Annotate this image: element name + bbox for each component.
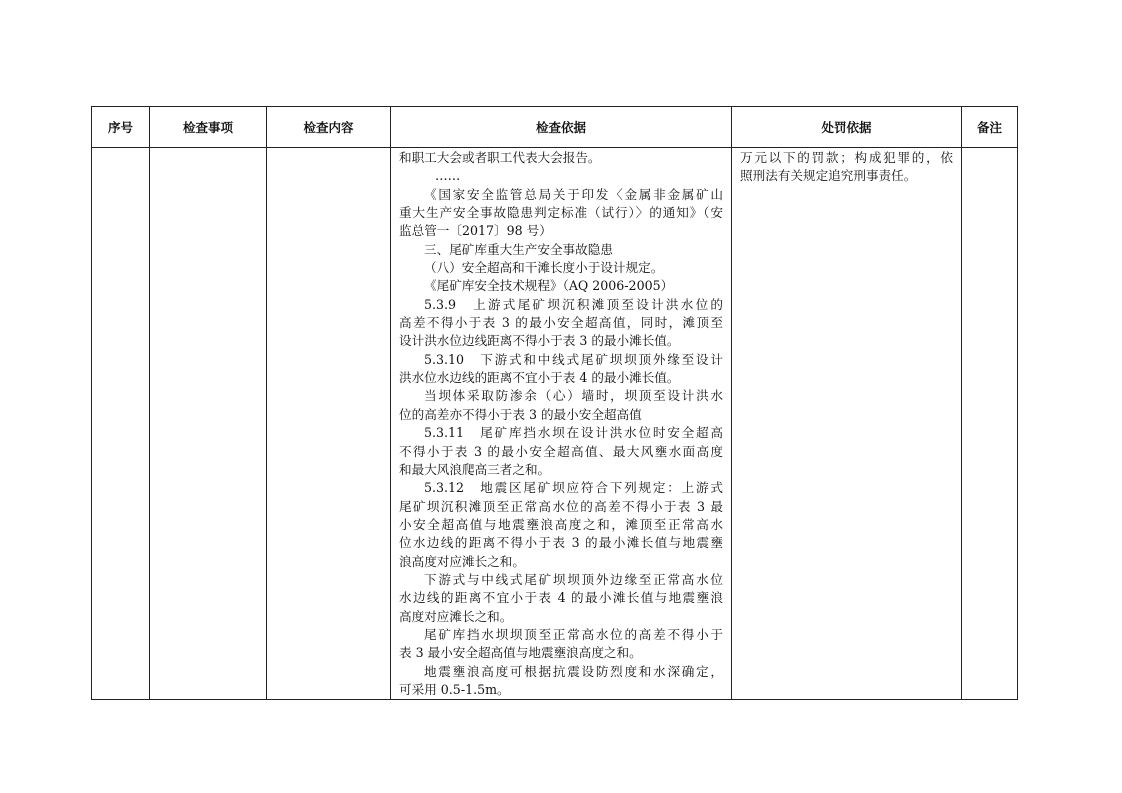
basis-text-line: 尾矿库挡水坝坝顶至正常高水位的高差不得小于 [424, 626, 723, 642]
basis-text-line: 和职工大会或者职工代表大会报告。 [399, 150, 601, 165]
basis-text-line: …… [435, 168, 461, 184]
basis-text-line: 位的高差亦不得小于表 3 的最小安全超高值 [399, 406, 642, 422]
cell-check-item [150, 148, 267, 700]
basis-text-line: 监总管一〔2017〕98 号） [399, 223, 552, 239]
basis-text-line: 不得小于表 3 的最小安全超高值、最大风壅水面高度 [399, 443, 723, 459]
cell-penalty-basis [732, 148, 962, 700]
basis-text-line: 位水边线的距离不得小于表 3 的最小滩长值与地震壅 [399, 535, 723, 551]
table-row [92, 148, 1018, 700]
basis-text-line: 当坝体采取防渗余（心）墙时，坝顶至设计洪水 [424, 388, 723, 404]
basis-text-line: 三、尾矿库重大生产安全事故隐患 [424, 241, 613, 257]
basis-text-line: （八）安全超高和干滩长度小于设计规定。 [424, 260, 664, 276]
penalty-text-line: 万元以下的罚款；构成犯罪的，依 [740, 150, 953, 165]
basis-text-line: 高度对应滩长之和。 [399, 608, 513, 624]
basis-text-line: 5.3.10 下游式和中线式尾矿坝坝顶外缘至设计 [424, 351, 723, 367]
basis-text-line: 5.3.9 上游式尾矿坝沉积滩顶至设计洪水位的 [424, 296, 723, 312]
basis-text-line: 5.3.11 尾矿库挡水坝在设计洪水位时安全超高 [424, 425, 723, 441]
basis-text-line: 和最大风浪爬高三者之和。 [399, 461, 551, 477]
header-penalty-basis: 处罚依据 [732, 107, 962, 148]
basis-text-line: 小安全超高值与地震壅浪高度之和，滩顶至正常高水 [399, 516, 723, 532]
cell-index [92, 148, 150, 700]
basis-text-line: 水边线的距离不宜小于表 4 的最小滩长值与地震壅浪 [399, 590, 723, 606]
basis-text-line: 《国家安全监管总局关于印发〈金属非金属矿山 [424, 186, 723, 202]
header-remarks: 备注 [962, 107, 1018, 148]
basis-text-line: 5.3.12 地震区尾矿坝应符合下列规定：上游式 [424, 480, 723, 496]
basis-text-line: 可采用 0.5-1.5m。 [399, 681, 510, 697]
basis-text-line: 高差不得小于表 3 的最小安全超高值，同时，滩顶至 [399, 315, 723, 331]
table-header-row [92, 107, 1018, 148]
basis-text-line: 洪水位水边线的距离不宜小于表 4 的最小滩长值。 [399, 370, 680, 386]
basis-text-line: 地震壅浪高度可根据抗震设防烈度和水深确定， [424, 663, 723, 679]
basis-text-line: 设计洪水位边线距离不得小于表 3 的最小滩长值。 [399, 333, 680, 349]
cell-check-content [267, 148, 391, 700]
cell-check-basis [391, 148, 732, 700]
header-check-content: 检查内容 [267, 107, 391, 148]
penalty-text-line: 照刑法有关规定追究刑事责任。 [740, 168, 917, 184]
header-index: 序号 [92, 107, 150, 148]
inspection-table [91, 106, 1018, 700]
header-check-item: 检查事项 [150, 107, 267, 148]
basis-text-line: 尾矿坝沉积滩顶至正常高水位的高差不得小于表 3 最 [399, 498, 723, 514]
basis-text-line: 表 3 最小安全超高值与地震壅浪高度之和。 [399, 645, 642, 661]
basis-text-line: 《尾矿库安全技术规程》（AQ 2006-2005） [424, 278, 674, 294]
header-check-basis: 检查依据 [391, 107, 732, 148]
basis-text-line: 下游式与中线式尾矿坝坝顶外边缘至正常高水位 [424, 571, 723, 587]
cell-remarks [962, 148, 1018, 700]
basis-text-line: 重大生产安全事故隐患判定标准（试行）〉的通知》（安 [399, 205, 723, 221]
basis-text-line: 浪高度对应滩长之和。 [399, 553, 525, 569]
